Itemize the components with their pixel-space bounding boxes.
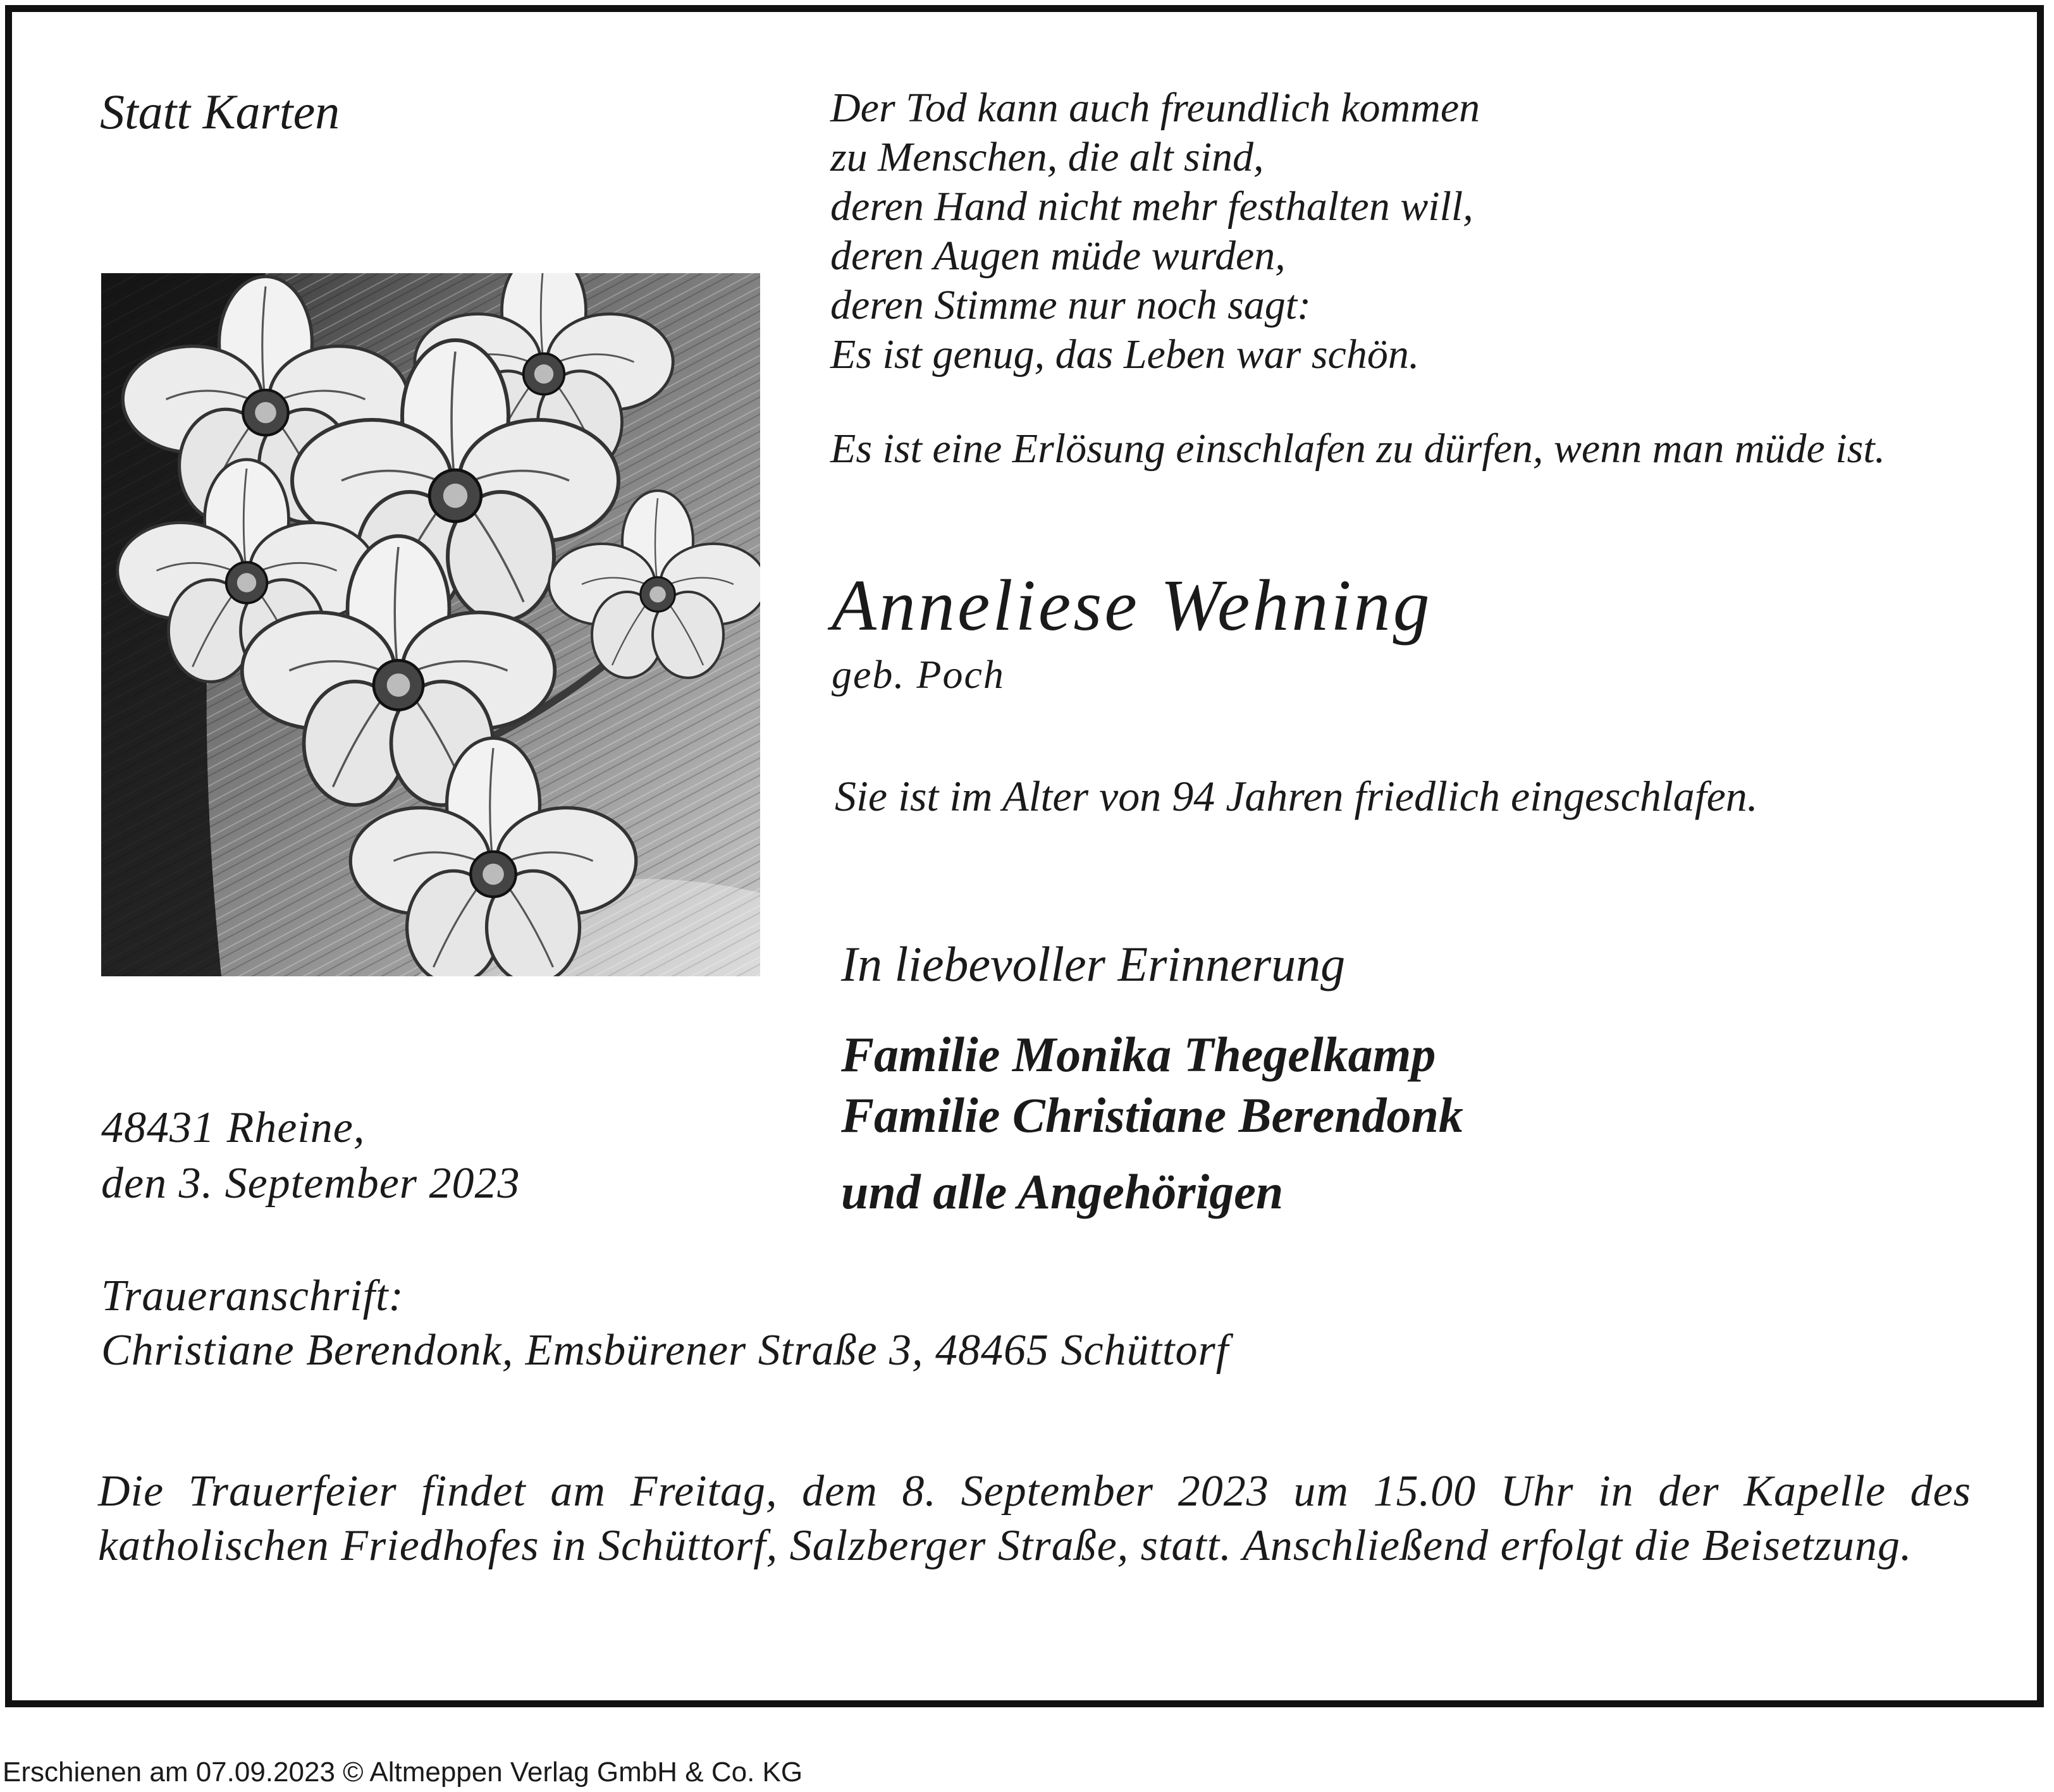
mourning-address: Christiane Berendonk, Emsbürener Straße 3, 48465 Schüttorf [101,1326,1229,1375]
families [841,1024,1463,1146]
memory-line: In liebevoller Erinnerung [841,936,1346,991]
publication-footer: Erschienen am 07.09.2023 © Altmeppen Verlag GmbH & Co. KG [3,1757,803,1788]
poem-line: deren Stimme nur noch sagt: [830,282,1312,328]
maiden-name: geb. Poch [832,652,1005,697]
deceased-name: Anneliese Wehning [832,565,1432,646]
age-statement: Sie ist im Alter von 94 Jahren friedlich eingeschlafen. [835,772,1758,820]
mourning-address-label: Traueranschrift: [101,1272,404,1320]
poem-line: deren Augen müde wurden, [830,233,1286,279]
poem-line: Es ist genug, das Leben war schön. [830,331,1420,377]
family-name: Familie Monika Thegelkamp [841,1027,1436,1082]
poem-line: Der Tod kann auch freundlich kommen [830,85,1480,131]
place-line: 48431 Rheine, [101,1103,366,1152]
relatives-line: und alle Angehörigen [841,1164,1284,1219]
poem [830,83,1480,379]
notice-heading: Statt Karten [100,84,340,139]
ceremony-details: Die Trauerfeier findet am Freitag, dem 8. September 2023 um 15.00 Uhr in der Kapelle des katholischen Friedhofes in Schüttorf, Salzberger Straße, statt. Anschließend erfolgt die Beisetzung. [98,1467,1971,1570]
family-name: Familie Christiane Berendonk [841,1088,1463,1143]
poem-line: zu Menschen, die alt sind, [830,134,1264,180]
poem-line: deren Hand nicht mehr festhalten will, [830,183,1473,230]
place-date [101,1100,520,1212]
date-line: den 3. September 2023 [101,1159,520,1208]
quote: Es ist eine Erlösung einschlafen zu dürfen, wenn man müde ist. [830,426,1886,472]
orchid-flowers-image [101,273,760,976]
